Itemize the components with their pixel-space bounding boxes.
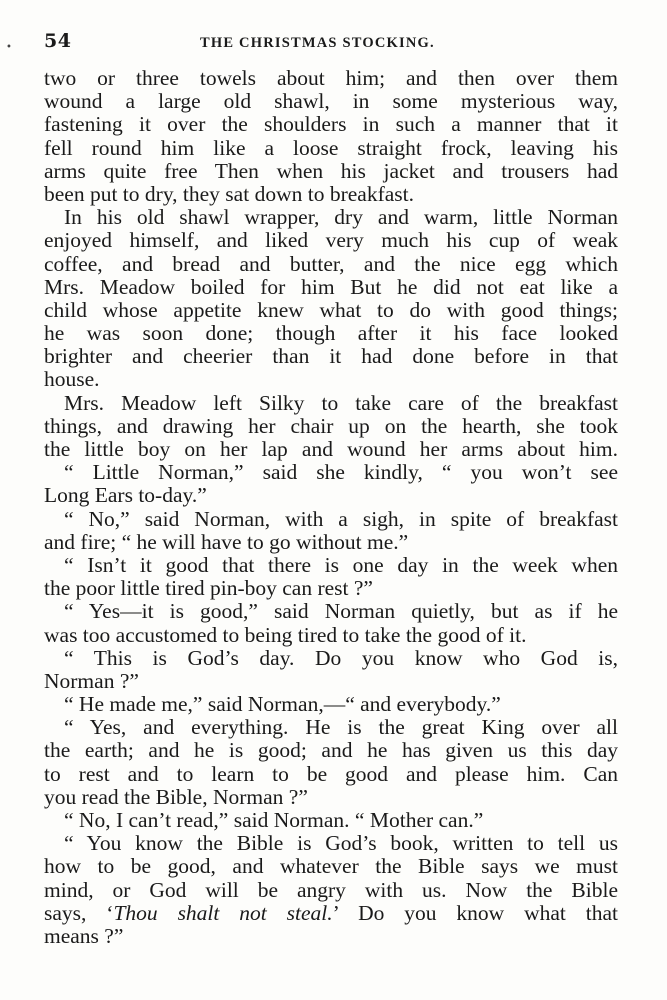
text-line: mind, or God will be angry with us. Now the Bible xyxy=(44,878,618,902)
text-line: he was soon done; though after it his face looked xyxy=(44,322,618,346)
text-line: wound a large old shawl, in some mysterious way, xyxy=(44,90,618,114)
text-line: Mrs. Meadow left Silky to take care of the breakfast xyxy=(64,391,618,415)
text-line: “ No, I can’t read,” said Norman. “ Mother can.” xyxy=(64,809,484,832)
body-text xyxy=(44,67,618,948)
text-line: “ Yes—it is good,” said Norman quietly, but as if he xyxy=(64,600,618,624)
text-line: things, and drawing her chair up on the hearth, she took xyxy=(44,414,618,438)
text-line: been put to dry, they sat down to breakfast. xyxy=(44,182,414,206)
italic-quotation: Thou shalt not steal. xyxy=(113,901,333,925)
text-line: “ Isn’t it good that there is one day in the week when xyxy=(64,553,618,577)
text-line: “ No,” said Norman, with a sigh, in spite of breakfast xyxy=(64,507,618,531)
text-line: to rest and to learn to be good and please him. Can xyxy=(44,762,618,786)
text-line: and fire; “ he will have to go without me.” xyxy=(44,530,409,554)
text-line: two or three towels about him; and then over them xyxy=(44,67,618,90)
running-title: THE CHRISTMAS STOCKING. xyxy=(200,35,435,51)
text-line-with-quotation xyxy=(44,902,618,925)
text-line: fell round him like a loose straight frock, leaving his xyxy=(44,136,618,160)
text-line: arms quite free Then when his jacket and trousers had xyxy=(44,159,618,183)
text-line: house. xyxy=(44,368,100,392)
page-number: 54 xyxy=(44,30,72,52)
quote-suffix: ’ xyxy=(332,901,359,925)
text-line: enjoyed himself, and liked very much his cup of weak xyxy=(44,229,618,253)
text-line: Norman ?” xyxy=(44,669,139,693)
text-line: the poor little tired pin-boy can rest ?” xyxy=(44,577,373,601)
text-line: Mrs. Meadow boiled for him But he did not eat like a xyxy=(44,275,618,299)
text-line: Long Ears to-day.” xyxy=(44,484,207,508)
text-line: “ You know the Bible is God’s book, written to tell us xyxy=(64,832,618,856)
text-line: how to be good, and whatever the Bible says we must xyxy=(44,855,618,879)
text-line: brighter and cheerier than it had done before in that xyxy=(44,345,618,369)
text-line: the earth; and he is good; and he has given us this day xyxy=(44,739,618,763)
text-line: coffee, and bread and butter, and the nice egg which xyxy=(44,252,618,276)
text-line: means ?” xyxy=(44,924,124,948)
text-line: child whose appetite knew what to do with good things; xyxy=(44,298,618,322)
text-line: you read the Bible, Norman ?” xyxy=(44,785,308,809)
text-line: “ He made me,” said Norman,—“ and everybody.” xyxy=(64,693,501,717)
text-line: “ Little Norman,” said she kindly, “ you won’t see xyxy=(64,461,618,485)
page-header xyxy=(44,30,618,54)
margin-mark: • xyxy=(6,42,12,53)
text-line: fastening it over the shoulders in such a manner that it xyxy=(44,113,618,137)
text-line: the little boy on her lap and wound her arms about him. xyxy=(44,438,618,461)
quote-continuation: Do you know what that xyxy=(358,901,618,925)
text-line: “ This is God’s day. Do you know who God is, xyxy=(64,646,618,670)
text-line: In his old shawl wrapper, dry and warm, little Norman xyxy=(64,206,618,230)
text-line: “ Yes, and everything. He is the great King over all xyxy=(64,716,618,740)
text-line: was too accustomed to being tired to take the good of it. xyxy=(44,623,527,647)
quote-prefix: says, ‘ xyxy=(44,901,114,925)
